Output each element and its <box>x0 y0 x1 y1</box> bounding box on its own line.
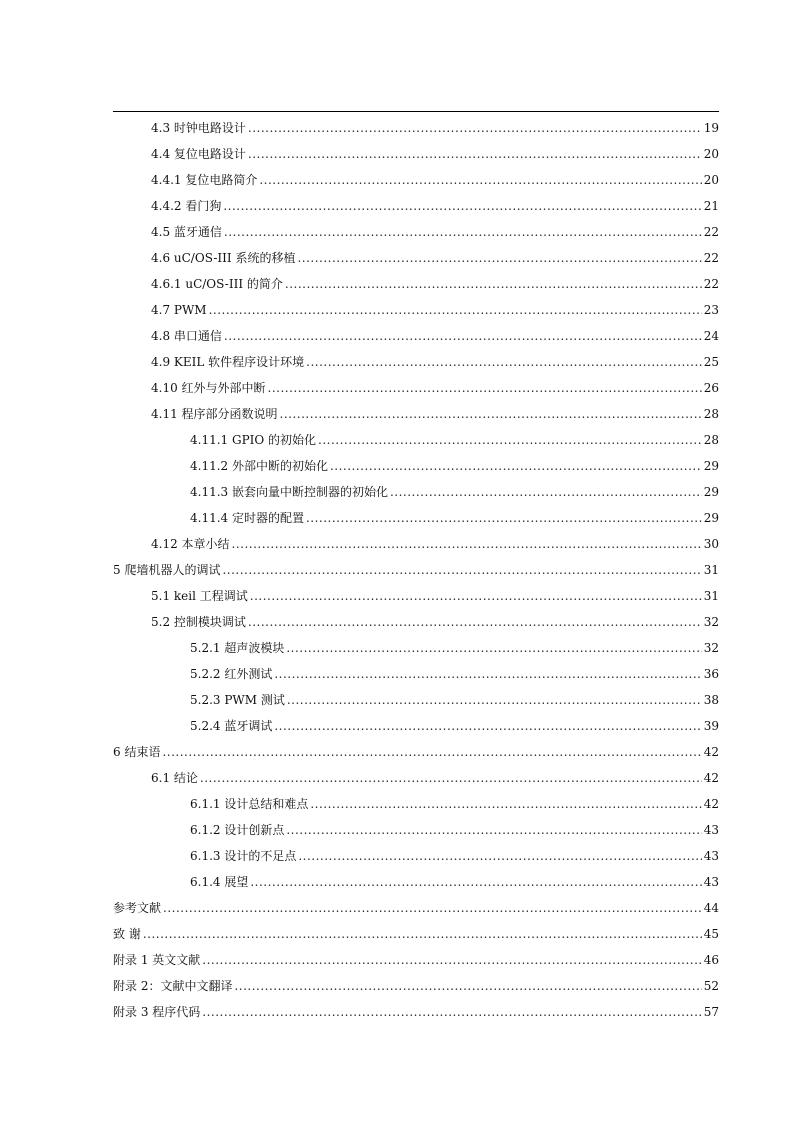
toc-entry-title: 参考文献 <box>113 901 162 915</box>
toc-entry-page: 52 <box>703 979 719 993</box>
toc-entry[interactable] <box>113 921 719 947</box>
toc-dot-leader <box>162 739 701 765</box>
toc-entry[interactable] <box>113 167 719 193</box>
toc-entry-page: 28 <box>703 407 719 421</box>
toc-dot-leader <box>318 427 702 453</box>
toc-entry-page: 38 <box>703 693 719 707</box>
toc-entry[interactable] <box>113 245 719 271</box>
toc-entry-page: 19 <box>703 121 719 135</box>
toc-entry[interactable] <box>113 427 719 453</box>
toc-entry[interactable] <box>113 869 719 895</box>
toc-entry[interactable] <box>113 973 719 999</box>
toc-dot-leader <box>232 531 702 557</box>
toc-entry-title: 6.1.3 设计的不足点 <box>190 849 297 863</box>
table-of-contents <box>113 115 719 1025</box>
toc-entry-page: 43 <box>703 849 719 863</box>
toc-entry-page: 29 <box>703 459 719 473</box>
toc-entry-title: 5 爬墙机器人的调试 <box>113 563 221 577</box>
toc-dot-leader <box>222 557 701 583</box>
toc-dot-leader <box>224 323 702 349</box>
toc-entry-page: 39 <box>703 719 719 733</box>
toc-dot-leader <box>143 921 702 947</box>
toc-entry-title: 4.6 uC/OS-III 系统的移植 <box>151 251 296 265</box>
toc-entry-page: 32 <box>703 615 719 629</box>
toc-entry[interactable] <box>113 635 719 661</box>
toc-dot-leader <box>306 349 702 375</box>
toc-dot-leader <box>286 817 701 843</box>
toc-dot-leader <box>248 141 702 167</box>
toc-dot-leader <box>202 999 701 1025</box>
toc-dot-leader <box>200 765 702 791</box>
toc-dot-leader <box>202 947 701 973</box>
toc-entry[interactable] <box>113 999 719 1025</box>
toc-entry-title: 5.2.4 蓝牙调试 <box>190 719 273 733</box>
toc-entry-title: 6.1.2 设计创新点 <box>190 823 285 837</box>
toc-dot-leader <box>280 401 702 427</box>
toc-entry[interactable] <box>113 323 719 349</box>
toc-entry-title: 6 结束语 <box>113 745 161 759</box>
toc-entry-title: 5.2.1 超声波模块 <box>190 641 285 655</box>
toc-dot-leader <box>310 791 701 817</box>
toc-dot-leader <box>298 843 701 869</box>
toc-dot-leader <box>306 505 702 531</box>
toc-entry-page: 46 <box>703 953 719 967</box>
header-rule <box>113 111 719 112</box>
toc-dot-leader <box>287 687 702 713</box>
toc-dot-leader <box>250 869 701 895</box>
toc-dot-leader <box>274 661 701 687</box>
toc-entry-title: 4.4.1 复位电路简介 <box>151 173 258 187</box>
toc-dot-leader <box>268 375 702 401</box>
toc-entry-page: 20 <box>703 173 719 187</box>
toc-entry-page: 31 <box>703 589 719 603</box>
toc-entry-title: 5.1 keil 工程调试 <box>151 589 248 603</box>
toc-entry[interactable] <box>113 739 719 765</box>
toc-entry[interactable] <box>113 453 719 479</box>
toc-entry-page: 44 <box>703 901 719 915</box>
toc-entry-page: 43 <box>703 875 719 889</box>
toc-entry-title: 4.11.3 嵌套向量中断控制器的初始化 <box>190 485 388 499</box>
toc-entry-title: 4.3 时钟电路设计 <box>151 121 246 135</box>
toc-dot-leader <box>330 453 702 479</box>
toc-dot-leader <box>209 297 702 323</box>
toc-dot-leader <box>286 635 701 661</box>
toc-entry-page: 31 <box>703 563 719 577</box>
toc-entry-page: 21 <box>703 199 719 213</box>
toc-entry-title: 附录 2：文献中文翻译 <box>113 979 233 993</box>
toc-entry-title: 附录 3 程序代码 <box>113 1005 201 1019</box>
toc-entry-title: 4.7 PWM <box>151 303 207 317</box>
toc-dot-leader <box>297 245 701 271</box>
toc-dot-leader <box>390 479 702 505</box>
toc-dot-leader <box>248 609 702 635</box>
toc-entry[interactable] <box>113 583 719 609</box>
toc-dot-leader <box>274 713 701 739</box>
toc-entry[interactable] <box>113 349 719 375</box>
toc-entry-title: 5.2 控制模块调试 <box>151 615 246 629</box>
toc-entry-title: 5.2.2 红外测试 <box>190 667 273 681</box>
toc-entry-title: 附录 1 英文文献 <box>113 953 201 967</box>
toc-entry-page: 45 <box>703 927 719 941</box>
toc-dot-leader <box>248 115 702 141</box>
toc-entry-title: 4.9 KEIL 软件程序设计环境 <box>151 355 305 369</box>
toc-entry-page: 25 <box>703 355 719 369</box>
toc-entry-page: 30 <box>703 537 719 551</box>
toc-entry[interactable] <box>113 765 719 791</box>
toc-entry-title: 4.10 红外与外部中断 <box>151 381 266 395</box>
toc-entry[interactable] <box>113 895 719 921</box>
toc-entry[interactable] <box>113 687 719 713</box>
toc-dot-leader <box>259 167 701 193</box>
toc-entry-title: 4.11.1 GPIO 的初始化 <box>190 433 317 447</box>
toc-entry-page: 42 <box>703 797 719 811</box>
toc-entry-title: 4.11.4 定时器的配置 <box>190 511 304 525</box>
toc-dot-leader <box>285 271 702 297</box>
toc-entry-page: 26 <box>703 381 719 395</box>
toc-entry[interactable] <box>113 817 719 843</box>
toc-entry-page: 42 <box>703 771 719 785</box>
toc-entry[interactable] <box>113 219 719 245</box>
toc-entry-page: 28 <box>703 433 719 447</box>
toc-entry-title: 4.4.2 看门狗 <box>151 199 222 213</box>
toc-entry-page: 23 <box>703 303 719 317</box>
toc-entry-page: 24 <box>703 329 719 343</box>
toc-dot-leader <box>223 193 701 219</box>
toc-entry[interactable] <box>113 557 719 583</box>
toc-dot-leader <box>163 895 702 921</box>
toc-entry[interactable] <box>113 947 719 973</box>
toc-entry-page: 43 <box>703 823 719 837</box>
toc-entry[interactable] <box>113 271 719 297</box>
toc-entry[interactable] <box>113 661 719 687</box>
toc-dot-leader <box>224 219 702 245</box>
toc-entry-title: 4.5 蓝牙通信 <box>151 225 222 239</box>
toc-entry-page: 22 <box>703 277 719 291</box>
toc-entry-title: 4.11 程序部分函数说明 <box>151 407 278 421</box>
toc-entry[interactable] <box>113 141 719 167</box>
toc-entry-page: 29 <box>703 485 719 499</box>
toc-entry-title: 4.4 复位电路设计 <box>151 147 246 161</box>
toc-entry-page: 22 <box>703 225 719 239</box>
toc-entry[interactable] <box>113 791 719 817</box>
toc-dot-leader <box>250 583 702 609</box>
toc-entry-title: 4.6.1 uC/OS-III 的简介 <box>151 277 283 291</box>
toc-entry[interactable] <box>113 505 719 531</box>
toc-entry[interactable] <box>113 843 719 869</box>
toc-entry[interactable] <box>113 609 719 635</box>
toc-entry-page: 57 <box>703 1005 719 1019</box>
toc-entry[interactable] <box>113 479 719 505</box>
toc-entry-page: 20 <box>703 147 719 161</box>
toc-entry-page: 32 <box>703 641 719 655</box>
toc-entry-title: 6.1.4 展望 <box>190 875 249 889</box>
toc-entry[interactable] <box>113 297 719 323</box>
toc-entry-title: 6.1 结论 <box>151 771 198 785</box>
toc-entry-title: 4.12 本章小结 <box>151 537 230 551</box>
toc-entry[interactable] <box>113 375 719 401</box>
toc-entry[interactable] <box>113 115 719 141</box>
toc-entry[interactable] <box>113 531 719 557</box>
toc-entry-page: 22 <box>703 251 719 265</box>
toc-entry-title: 6.1.1 设计总结和难点 <box>190 797 309 811</box>
toc-entry[interactable] <box>113 193 719 219</box>
toc-dot-leader <box>234 973 701 999</box>
toc-entry-title: 4.11.2 外部中断的初始化 <box>190 459 328 473</box>
toc-entry-title: 致 谢 <box>113 927 141 941</box>
toc-entry[interactable] <box>113 401 719 427</box>
toc-entry-page: 42 <box>703 745 719 759</box>
toc-entry-page: 36 <box>703 667 719 681</box>
toc-entry-title: 5.2.3 PWM 测试 <box>190 693 285 707</box>
toc-entry[interactable] <box>113 713 719 739</box>
toc-entry-page: 29 <box>703 511 719 525</box>
toc-entry-title: 4.8 串口通信 <box>151 329 222 343</box>
